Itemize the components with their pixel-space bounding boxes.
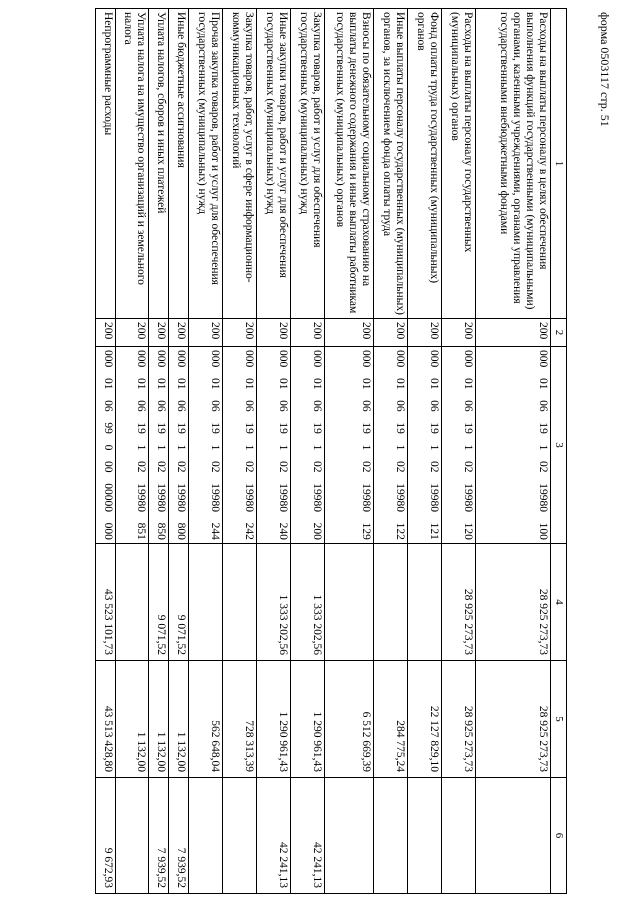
row-executed-amount: 1 290 961,43 (257, 661, 291, 778)
budget-code-parts (310, 350, 323, 540)
row-name: Закупка товаров, работ и услуг для обеспечения государственных (муниципальных) нужд (291, 9, 325, 319)
rotated-page (57, 8, 567, 893)
budget-code-segment: 06 (175, 400, 187, 412)
budget-code-segment: 000 (537, 350, 549, 368)
table-row (291, 9, 325, 894)
budget-code-segment: 1 (175, 444, 187, 451)
budget-code-parts (242, 350, 255, 540)
budget-code-segment: 19 (537, 422, 549, 434)
row-name: Расходы на выплаты персоналу в целях обеспечения выполнения функций государственными (муниципальными) органами, казенными учреждениями, органами управления государственными внебюджетными фондами (476, 9, 551, 319)
budget-code-segment: 06 (428, 400, 440, 412)
row-executed-amount: 28 925 273,73 (476, 661, 551, 778)
budget-code-segment: 1 (277, 444, 289, 451)
budget-code-segment: 19 (135, 422, 147, 434)
row-name: Прочая закупка товаров, работ и услуг для обеспечения государственных (муниципальных) нужд (189, 9, 223, 319)
budget-code-segment: 06 (360, 400, 372, 412)
budget-code-segment: 129 (360, 522, 372, 540)
row-unexecuted-amount: 7 939,52 (149, 778, 169, 894)
budget-code-parts (101, 350, 114, 540)
row-executed-amount: 1 290 961,43 (291, 661, 325, 778)
budget-code-segment: 1 (462, 444, 474, 451)
table-row (116, 9, 149, 894)
budget-code-segment: 1 (135, 444, 147, 451)
budget-code-segment: 19 (462, 422, 474, 434)
budget-code-segment: 000 (360, 350, 372, 368)
row-approved-amount: 28 925 273,73 (442, 544, 476, 661)
table-row (325, 9, 374, 894)
budget-code-segment: 19 (209, 422, 221, 434)
row-unexecuted-amount (408, 778, 442, 894)
row-name: Уплата налога на имущество организаций и земельного налога (116, 9, 149, 319)
budget-code-segment: 19 (311, 422, 323, 434)
row-name: Иные закупки товаров, работ и услуг для обеспечения государственных (муниципальных) нужд (257, 9, 291, 319)
budget-code-segment: 000 (311, 350, 323, 368)
row-executed-amount: 43 513 428,80 (96, 661, 116, 778)
budget-code-segment: 000 (277, 350, 289, 368)
row-unexecuted-amount: 42 241,13 (291, 778, 325, 894)
row-approved-amount (223, 544, 257, 661)
row-approved-amount (116, 544, 149, 661)
budget-code-segment: 01 (209, 377, 221, 390)
budget-code-segment: 02 (311, 461, 323, 473)
budget-code-segment: 06 (462, 400, 474, 412)
row-unexecuted-amount (325, 778, 374, 894)
budget-code-segment: 19980 (155, 483, 167, 512)
row-budget-code (442, 347, 476, 544)
budget-code-segment: 19980 (243, 483, 255, 512)
budget-code-segment: 19 (360, 422, 372, 434)
col-header-6: 6 (551, 778, 567, 894)
row-unexecuted-amount: 9 672,93 (96, 778, 116, 894)
row-name: Расходы на выплаты персоналу государственных (муниципальных) органов (442, 9, 476, 319)
col-header-2: 2 (551, 319, 567, 347)
row-unexecuted-amount (476, 778, 551, 894)
row-approved-amount: 1 333 202,56 (257, 544, 291, 661)
budget-code-segment: 02 (428, 461, 440, 473)
budget-code-segment: 01 (135, 377, 147, 390)
budget-code-segment: 19980 (360, 483, 372, 512)
row-line-code: 200 (374, 319, 408, 347)
row-name: Иные выплаты персоналу государственных (муниципальных) органов, за исключением фонда оплаты труда (374, 9, 408, 319)
budget-code-segment: 242 (243, 522, 255, 540)
row-unexecuted-amount (223, 778, 257, 894)
budget-code-segment: 06 (135, 400, 147, 412)
row-unexecuted-amount (189, 778, 223, 894)
budget-code-segment: 240 (277, 522, 289, 540)
budget-code-parts (359, 350, 372, 540)
budget-code-segment: 06 (243, 400, 255, 412)
budget-code-segment: 01 (311, 377, 323, 390)
row-budget-code (169, 347, 189, 544)
budget-code-segment: 02 (155, 461, 167, 473)
budget-code-segment: 01 (394, 377, 406, 390)
budget-code-segment: 06 (277, 400, 289, 412)
row-budget-code (325, 347, 374, 544)
budget-code-segment: 02 (209, 461, 221, 473)
budget-code-segment: 01 (360, 377, 372, 390)
col-header-4: 4 (551, 544, 567, 661)
budget-code-segment: 800 (175, 522, 187, 540)
col-header-1: 1 (551, 9, 567, 319)
row-budget-code (291, 347, 325, 544)
row-name: Закупка товаров, работ, услуг в сфере информационно-коммуникационных технологий (223, 9, 257, 319)
row-budget-code (189, 347, 223, 544)
budget-code-segment: 000 (462, 350, 474, 368)
row-executed-amount: 562 648,04 (189, 661, 223, 778)
row-name: Фонд оплаты труда государственных (муниципальных) органов (408, 9, 442, 319)
budget-code-segment: 19980 (462, 483, 474, 512)
row-name: Взносы по обязательному социальному страхованию на выплаты денежного содержания и иные выплаты работникам государственных (муниципальных) органов (325, 9, 374, 319)
budget-code-segment: 19980 (394, 483, 406, 512)
budget-code-segment: 02 (135, 461, 147, 473)
budget-code-segment: 000 (394, 350, 406, 368)
budget-code-segment: 0 (102, 444, 114, 451)
budget-code-segment: 02 (360, 461, 372, 473)
row-approved-amount: 28 925 273,73 (476, 544, 551, 661)
table-row (96, 9, 116, 894)
row-executed-amount: 284 775,24 (374, 661, 408, 778)
row-budget-code (116, 347, 149, 544)
budget-code-segment: 19980 (277, 483, 289, 512)
budget-code-segment: 1 (537, 444, 549, 451)
row-line-code: 200 (442, 319, 476, 347)
row-budget-code (223, 347, 257, 544)
row-executed-amount: 1 132,00 (116, 661, 149, 778)
row-line-code: 200 (189, 319, 223, 347)
budget-code-parts (461, 350, 474, 540)
table-row (408, 9, 442, 894)
row-approved-amount: 9 071,52 (169, 544, 189, 661)
budget-code-segment: 000 (155, 350, 167, 368)
row-approved-amount (325, 544, 374, 661)
budget-code-segment: 19 (155, 422, 167, 434)
row-executed-amount: 1 132,00 (169, 661, 189, 778)
budget-code-segment: 01 (175, 377, 187, 390)
row-line-code: 200 (116, 319, 149, 347)
row-executed-amount: 1 132,00 (149, 661, 169, 778)
row-approved-amount: 1 333 202,56 (291, 544, 325, 661)
row-executed-amount: 28 925 273,73 (442, 661, 476, 778)
budget-code-segment: 121 (428, 522, 440, 540)
row-approved-amount (374, 544, 408, 661)
row-unexecuted-amount (442, 778, 476, 894)
budget-code-segment: 000 (175, 350, 187, 368)
budget-code-segment: 1 (311, 444, 323, 451)
budget-code-segment: 00000 (102, 483, 114, 512)
budget-code-segment: 851 (135, 522, 147, 540)
budget-code-segment: 1 (428, 444, 440, 451)
budget-code-segment: 122 (394, 522, 406, 540)
row-name: Иные бюджетные ассигнования (169, 9, 189, 319)
col-header-5: 5 (551, 661, 567, 778)
budget-code-segment: 000 (209, 350, 221, 368)
budget-code-segment: 120 (462, 522, 474, 540)
row-approved-amount: 9 071,52 (149, 544, 169, 661)
budget-code-segment: 01 (537, 377, 549, 390)
budget-code-segment: 1 (360, 444, 372, 451)
budget-code-segment: 01 (155, 377, 167, 390)
table-row (189, 9, 223, 894)
budget-code-parts (393, 350, 406, 540)
row-unexecuted-amount (116, 778, 149, 894)
budget-code-segment: 19980 (537, 483, 549, 512)
budget-code-segment: 200 (311, 522, 323, 540)
budget-code-segment: 19980 (428, 483, 440, 512)
budget-code-parts (134, 350, 147, 540)
budget-code-parts (536, 350, 549, 540)
budget-code-segment: 850 (155, 522, 167, 540)
col-header-3: 3 (551, 347, 567, 544)
row-budget-code (96, 347, 116, 544)
budget-code-segment: 19980 (175, 483, 187, 512)
row-line-code: 200 (169, 319, 189, 347)
row-unexecuted-amount (374, 778, 408, 894)
row-executed-amount: 22 127 829,10 (408, 661, 442, 778)
budget-code-segment: 01 (277, 377, 289, 390)
budget-code-segment: 00 (102, 461, 114, 473)
budget-code-segment: 19 (175, 422, 187, 434)
row-line-code: 200 (408, 319, 442, 347)
row-executed-amount: 728 313,39 (223, 661, 257, 778)
budget-code-segment: 06 (102, 400, 114, 412)
row-budget-code (408, 347, 442, 544)
budget-code-segment: 99 (102, 422, 114, 434)
budget-code-parts (208, 350, 221, 540)
budget-code-parts (154, 350, 167, 540)
budget-code-segment: 000 (102, 522, 114, 540)
budget-code-segment: 19 (428, 422, 440, 434)
budget-code-segment: 01 (243, 377, 255, 390)
expenses-table (95, 8, 567, 894)
table-row (442, 9, 476, 894)
row-budget-code (149, 347, 169, 544)
budget-code-segment: 06 (394, 400, 406, 412)
row-budget-code (257, 347, 291, 544)
budget-code-segment: 02 (537, 461, 549, 473)
table-row (476, 9, 551, 894)
budget-code-segment: 01 (462, 377, 474, 390)
row-line-code: 200 (476, 319, 551, 347)
budget-code-parts (174, 350, 187, 540)
budget-code-segment: 000 (428, 350, 440, 368)
budget-code-parts (276, 350, 289, 540)
row-unexecuted-amount: 42 241,13 (257, 778, 291, 894)
row-name: Уплата налогов, сборов и иных платежей (149, 9, 169, 319)
row-line-code: 200 (325, 319, 374, 347)
row-budget-code (374, 347, 408, 544)
table-row (169, 9, 189, 894)
budget-code-segment: 19 (243, 422, 255, 434)
budget-code-segment: 06 (209, 400, 221, 412)
budget-code-segment: 01 (428, 377, 440, 390)
budget-code-segment: 06 (537, 400, 549, 412)
budget-code-segment: 000 (102, 350, 114, 368)
budget-code-segment: 000 (135, 350, 147, 368)
budget-code-segment: 1 (209, 444, 221, 451)
budget-code-segment: 000 (243, 350, 255, 368)
budget-code-segment: 19980 (209, 483, 221, 512)
table-row (374, 9, 408, 894)
row-name: Непрограммные расходы (96, 9, 116, 319)
table-row (257, 9, 291, 894)
row-line-code: 200 (96, 319, 116, 347)
budget-code-segment: 19 (394, 422, 406, 434)
row-line-code: 200 (291, 319, 325, 347)
budget-code-segment: 19980 (135, 483, 147, 512)
budget-code-segment: 19980 (311, 483, 323, 512)
budget-code-segment: 02 (243, 461, 255, 473)
table-row (223, 9, 257, 894)
budget-code-segment: 19 (277, 422, 289, 434)
row-unexecuted-amount: 7 939,52 (169, 778, 189, 894)
budget-code-segment: 1 (394, 444, 406, 451)
budget-code-segment: 1 (243, 444, 255, 451)
row-approved-amount (189, 544, 223, 661)
row-approved-amount: 43 523 101,73 (96, 544, 116, 661)
budget-code-segment: 06 (311, 400, 323, 412)
budget-code-segment: 100 (537, 522, 549, 540)
table-body (96, 9, 567, 894)
budget-code-segment: 01 (102, 377, 114, 390)
budget-code-segment: 02 (277, 461, 289, 473)
budget-code-segment: 1 (155, 444, 167, 451)
budget-code-segment: 06 (155, 400, 167, 412)
budget-code-parts (427, 350, 440, 540)
column-number-row (551, 9, 567, 894)
row-approved-amount (408, 544, 442, 661)
budget-code-segment: 02 (462, 461, 474, 473)
row-line-code: 200 (257, 319, 291, 347)
budget-code-segment: 244 (209, 522, 221, 540)
row-budget-code (476, 347, 551, 544)
table-row (149, 9, 169, 894)
form-number-header: форма 0503117 стр. 51 (598, 12, 612, 127)
row-line-code: 200 (223, 319, 257, 347)
row-line-code: 200 (149, 319, 169, 347)
row-executed-amount: 6 512 669,39 (325, 661, 374, 778)
budget-code-segment: 02 (175, 461, 187, 473)
budget-code-segment: 02 (394, 461, 406, 473)
